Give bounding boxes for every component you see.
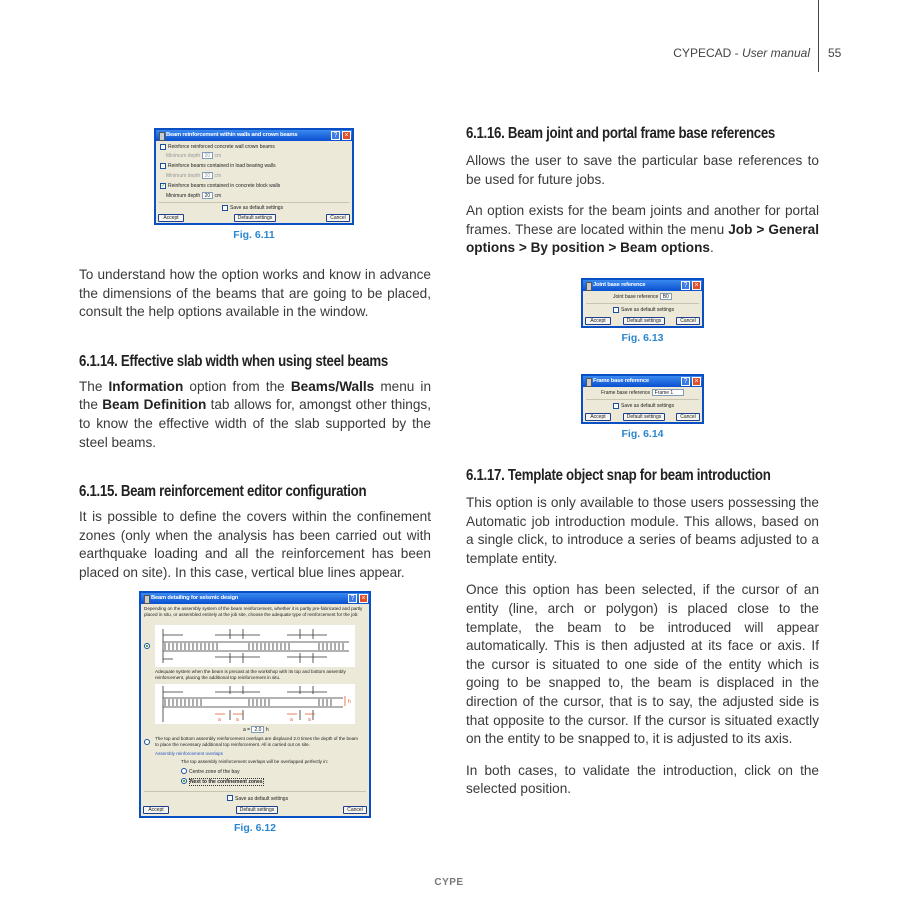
term: Information [108, 378, 184, 394]
min-depth-3 [166, 192, 221, 200]
manual-name: User manual [741, 46, 810, 60]
checkbox-checked[interactable]: ✓ [161, 182, 166, 189]
checkbox[interactable] [222, 205, 228, 211]
section-6-1-17-paragraph-3: In both cases, to validate the introduction, click on the selected position. [466, 762, 819, 797]
accept-button[interactable]: Accept [158, 214, 184, 222]
close-button[interactable]: × [342, 131, 351, 140]
unit: cm [214, 193, 222, 199]
text: . [709, 240, 714, 256]
option-block-walls[interactable] [160, 182, 280, 190]
dialog-joint-base-reference [581, 278, 704, 328]
cancel-button[interactable]: Cancel [676, 413, 700, 421]
section-heading-6-1-16: 6.1.16. Beam joint and portal frame base references [466, 125, 775, 142]
dialog-title: Frame base reference [583, 376, 702, 387]
divider [144, 791, 366, 792]
dialog-seismic-design [139, 591, 371, 818]
option-label: Reinforce beams contained in load bearing walls [168, 163, 276, 169]
figure-caption: Fig. 6.13 [621, 331, 664, 344]
label: Frame base reference [601, 389, 651, 396]
label: Joint base reference [613, 293, 659, 300]
dialog-title: Beam detailing for seismic design [141, 593, 369, 604]
save-default[interactable] [613, 306, 674, 314]
unit: cm [214, 153, 222, 159]
accept-button[interactable]: Accept [585, 413, 611, 421]
section-heading-6-1-15: 6.1.15. Beam reinforcement editor configuration [79, 483, 367, 501]
label: Minimum depth [166, 173, 201, 179]
beam-diagram-overlap-icon [155, 684, 355, 724]
min-depth-input-1[interactable]: 20 [202, 152, 214, 159]
left-column [79, 266, 431, 834]
unit: cm [214, 173, 222, 179]
text: An option exists for the beam joints and another for portal frames. These are located within the menu [466, 203, 819, 237]
radio[interactable] [181, 778, 187, 784]
text: menu in the [79, 378, 432, 413]
divider [586, 399, 699, 400]
section-heading-6-1-17: 6.1.17. Template object snap for beam introduction [466, 466, 771, 484]
figure-caption: Fig. 6.12 [233, 821, 276, 834]
section-6-1-15-paragraph: It is possible to define the covers within the confinement zones (only when the analysis has been carried out with earthquake loading and all the reinforcement has been placed on site). In this case, vertical blue lines appear. [79, 509, 431, 580]
checkbox[interactable] [160, 163, 166, 169]
default-settings-button[interactable]: Default settings [623, 317, 665, 325]
option-site-text: The top and bottom assembly reinforcement overlaps are displaced 2.0 times the depth of the beam to place the necessary additional top reinforcement. All is carried out on site. [155, 735, 359, 747]
label: Next to the confinement zones [190, 778, 263, 785]
text: tab allows for, amongst other things, to know the effective width of the slab supported by the steel beams. [79, 397, 431, 450]
cancel-button[interactable]: Cancel [343, 806, 367, 814]
min-depth-input-2[interactable]: 20 [202, 172, 214, 179]
beam-diagram-icon [155, 625, 355, 667]
figure-6-14 [581, 374, 704, 440]
option-label: Reinforce beams contained in concrete block walls [168, 183, 281, 189]
label: Minimum depth [166, 153, 201, 159]
option-load-bearing[interactable] [160, 162, 276, 170]
cancel-button[interactable]: Cancel [326, 214, 350, 222]
dialog-title: Joint base reference [583, 280, 702, 291]
header-rule [818, 0, 819, 72]
section-6-1-16-paragraph-1: Allows the user to save the particular base references to be used for future jobs. [466, 153, 819, 187]
save-default[interactable] [613, 402, 674, 410]
separator: - [731, 46, 742, 60]
label: Centre zone of the bay [189, 768, 240, 775]
diagram-precast [155, 625, 355, 667]
default-settings-button[interactable]: Default settings [236, 806, 278, 814]
section-heading-6-1-14: 6.1.14. Effective slab width when using steel beams [79, 352, 388, 370]
save-default[interactable] [222, 204, 283, 212]
section-6-1-17-paragraph-1: This option is only available to those users possessing the Automatic job introduction module. This allows, based on a single click, to introduce a series of beams adjusted to a template entity. [466, 494, 819, 566]
divider [159, 202, 349, 203]
a-mark: a [236, 716, 239, 723]
label: Save as default settings [621, 402, 675, 409]
section-6-1-16-paragraph-2 [466, 202, 819, 258]
frame-reference-field [601, 389, 684, 397]
joint-reference-field [613, 293, 672, 301]
h-mark: h [348, 698, 351, 705]
radio-site[interactable] [144, 739, 152, 745]
option-label: Reinforce reinforced concrete wall crown beams [168, 144, 275, 150]
joint-reference-input[interactable]: B0 [660, 293, 672, 300]
radio-centre-zone[interactable] [181, 768, 240, 776]
group-text: The top assembly reinforcement overlaps will be overlapped perfectly in: [181, 758, 329, 764]
figure-6-13 [581, 278, 704, 344]
close-button[interactable]: × [359, 594, 368, 603]
radio-confinement-zones[interactable] [181, 778, 264, 786]
a-factor [243, 726, 269, 734]
a-mark: a [290, 716, 293, 723]
min-depth-2 [166, 172, 221, 180]
dialog-frame-base-reference [581, 374, 704, 424]
label: a = [243, 726, 251, 733]
a-factor-input[interactable]: 2.0 [251, 726, 264, 733]
checkbox[interactable] [160, 144, 166, 150]
label: Minimum depth [166, 193, 201, 199]
section-6-1-14-paragraph [79, 378, 431, 452]
dialog-title: Beam reinforcement within walls and crown beams [156, 130, 352, 141]
diagram-site [155, 684, 355, 724]
text: The [79, 378, 109, 394]
default-settings-button[interactable]: Default settings [234, 214, 276, 222]
help-button[interactable]: ? [681, 281, 690, 290]
running-header [673, 46, 810, 60]
option-precast-text: Adequate system when the beam is precast at the workshop with its top and bottom assembly reinforcement, placing the additional top reinforcement in situ. [155, 668, 346, 680]
radio[interactable] [144, 739, 150, 745]
close-button[interactable]: × [692, 281, 701, 290]
intro-paragraph: To understand how the option works and know in advance the dimensions of the beams that are going to be placed, consult the help options available in the window. [79, 267, 431, 320]
radio[interactable] [144, 643, 150, 649]
help-button[interactable]: ? [681, 377, 690, 386]
cancel-button[interactable]: Cancel [676, 317, 700, 325]
save-default[interactable] [227, 795, 288, 803]
figure-6-12 [139, 591, 371, 834]
group-label: Assembly reinforcement overlaps [155, 750, 223, 756]
close-button[interactable]: × [692, 377, 701, 386]
help-button[interactable]: ? [331, 131, 340, 140]
label: Save as default settings [621, 306, 675, 313]
dialog-beam-reinforcement [154, 128, 354, 225]
frame-reference-input[interactable]: Frame 1 [652, 389, 684, 396]
help-button[interactable]: ? [348, 594, 357, 603]
menu-path: Job > General options > By position > Beam options [466, 221, 819, 256]
right-column [466, 124, 819, 799]
default-settings-button[interactable]: Default settings [623, 413, 665, 421]
footer-brand: CYPE [434, 877, 464, 888]
figure-caption: Fig. 6.11 [233, 229, 275, 241]
unit: h [265, 726, 269, 733]
a-mark: a [308, 716, 311, 723]
label: Save as default settings [230, 205, 284, 211]
figure-6-11 [154, 128, 354, 241]
radio-precast[interactable] [144, 643, 152, 649]
min-depth-input-3[interactable]: 20 [202, 192, 214, 199]
text: option from the [183, 378, 291, 394]
product-name: CYPECAD [673, 46, 732, 60]
label: Save as default settings [235, 795, 289, 802]
page-number: 55 [828, 46, 842, 60]
intro-text: Depending on the assembly system of the beam reinforcement, whether it is partly pre-fabricated and partly placed in situ, or assembled entirely at the job site, choose the adequate type of reinforcement for the job: [144, 605, 363, 617]
term: Beam Definition [102, 397, 207, 413]
figure-caption: Fig. 6.14 [621, 427, 664, 440]
a-mark: a [218, 716, 221, 723]
section-6-1-17-paragraph-2: Once this option has been selected, if the cursor of an entity (line, arch or polygon) is placed close to the template, the beam to be introduced will appear automatically. This is then adjusted at its face or axis. If the cursor is situated to one side of the entity which is going to be snapped to, the beam is displaced in the direction of the cursor, that is to say, the adjusted side is that opposite to the cursor. If the cursor is situated exactly on the entity to be snapped to, it is adjusted to its axis. [466, 582, 819, 747]
divider [586, 303, 699, 304]
option-wall-crown[interactable] [160, 143, 275, 151]
radio[interactable] [181, 768, 187, 774]
checkbox[interactable] [613, 403, 619, 409]
accept-button[interactable]: Accept [143, 806, 169, 814]
min-depth-1 [166, 152, 221, 160]
checkbox[interactable] [227, 795, 233, 801]
term: Beams/Walls [290, 378, 375, 394]
checkbox[interactable] [613, 307, 619, 313]
accept-button[interactable]: Accept [585, 317, 611, 325]
